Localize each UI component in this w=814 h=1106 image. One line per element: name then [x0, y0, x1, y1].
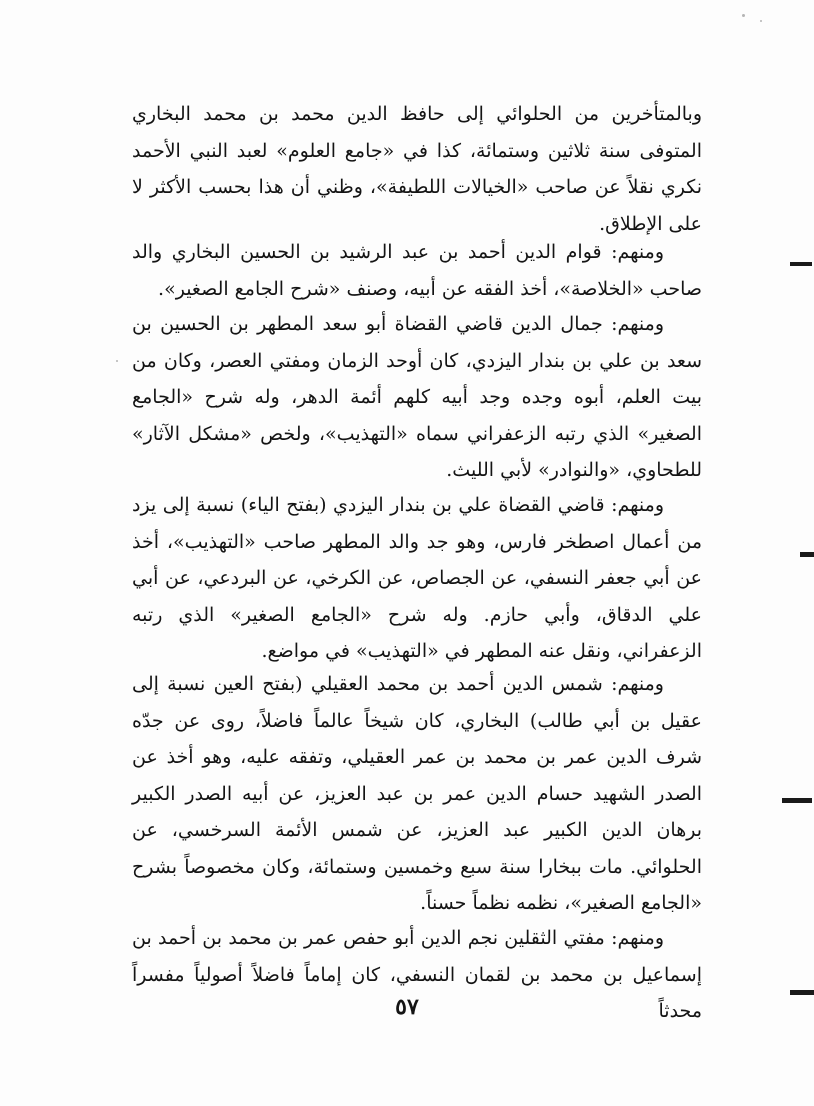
- paragraph-3-text: ومنهم: جمال الدين قاضي القضاة أبو سعد المطهر بن الحسين بن سعد بن علي بن بندار اليزدي، كان أوحد الزمان ومفتي العصر، وكان من بيت العلم، أبوه وجده وجد أبيه كلهم أئمة الدهر، وله شرح «الجامع الصغير» الذي رتبه الزعفراني سماه «التهذيب»، ولخص «مشكل الآثار» للطحاوي، «والنوادر» لأبي الليث.: [132, 313, 702, 481]
- paragraph-5: [132, 666, 702, 922]
- paragraph-3: [132, 306, 702, 489]
- paragraph-1-text: وبالمتأخرين من الحلوائي إلى حافظ الدين محمد بن محمد البخاري المتوفى سنة ثلاثين وستمائة، كذا في «جامع العلوم» لعبد النبي الأحمد نكري نقلاً عن صاحب «الخيالات اللطيفة»، وظني أن هذا بحسب الأكثر لا على الإطلاق.: [132, 103, 702, 235]
- scan-edge-mark: [782, 798, 812, 803]
- paragraph-5-text: ومنهم: شمس الدين أحمد بن محمد العقيلي (بفتح العين نسبة إلى عقيل بن أبي طالب) البخاري، كان شيخاً عالماً فاضلاً، روى عن جدّه شرف الدين عمر بن محمد بن عمر العقيلي، وتفقه عليه، وهو أخذ عن الصدر الشهيد حسام الدين عمر بن عبد العزيز، عن أبيه الصدر الكبير برهان الدين الكبير عبد العزيز، عن شمس الأئمة السرخسي، عن الحلوائي. مات ببخارا سنة سبع وخمسين وستمائة، وكان مخصوصاً بشرح «الجامع الصغير»، نظمه نظماً حسناً.: [132, 673, 702, 914]
- paragraph-4-text: ومنهم: قاضي القضاة علي بن بندار اليزدي (بفتح الياء) نسبة إلى يزد من أعمال اصطخر فارس، وهو جد والد المطهر صاحب «التهذيب»، أخذ عن أبي جعفر النسفي، عن الجصاص، عن الكرخي، عن البردعي، عن أبي علي الدقاق، وأبي حازم. وله شرح «الجامع الصغير» الذي رتبه الزعفراني، ونقل عنه المطهر في «التهذيب» في مواضع.: [132, 494, 702, 662]
- paragraph-2: [132, 234, 702, 307]
- page-number: ٥٧: [395, 994, 419, 1020]
- paragraph-4: [132, 487, 702, 670]
- paragraph-1: [132, 96, 702, 242]
- paragraph-2-text: ومنهم: قوام الدين أحمد بن عبد الرشيد بن الحسين البخاري والد صاحب «الخلاصة»، أخذ الفقه عن أبيه، وصنف «شرح الجامع الصغير».: [132, 241, 702, 300]
- scan-speck: [116, 360, 118, 362]
- scan-edge-mark: [790, 990, 814, 995]
- paragraph-6-text: ومنهم: مفتي الثقلين نجم الدين أبو حفص عمر بن محمد بن أحمد بن إسماعيل بن محمد بن لقمان النسفي، كان إماماً فاضلاً أصولياً مفسراً محدثاً: [132, 927, 702, 1022]
- scan-speck: [760, 20, 762, 22]
- scan-edge-mark: [790, 262, 812, 266]
- scan-edge-mark: [800, 552, 814, 557]
- scan-speck: [742, 14, 745, 17]
